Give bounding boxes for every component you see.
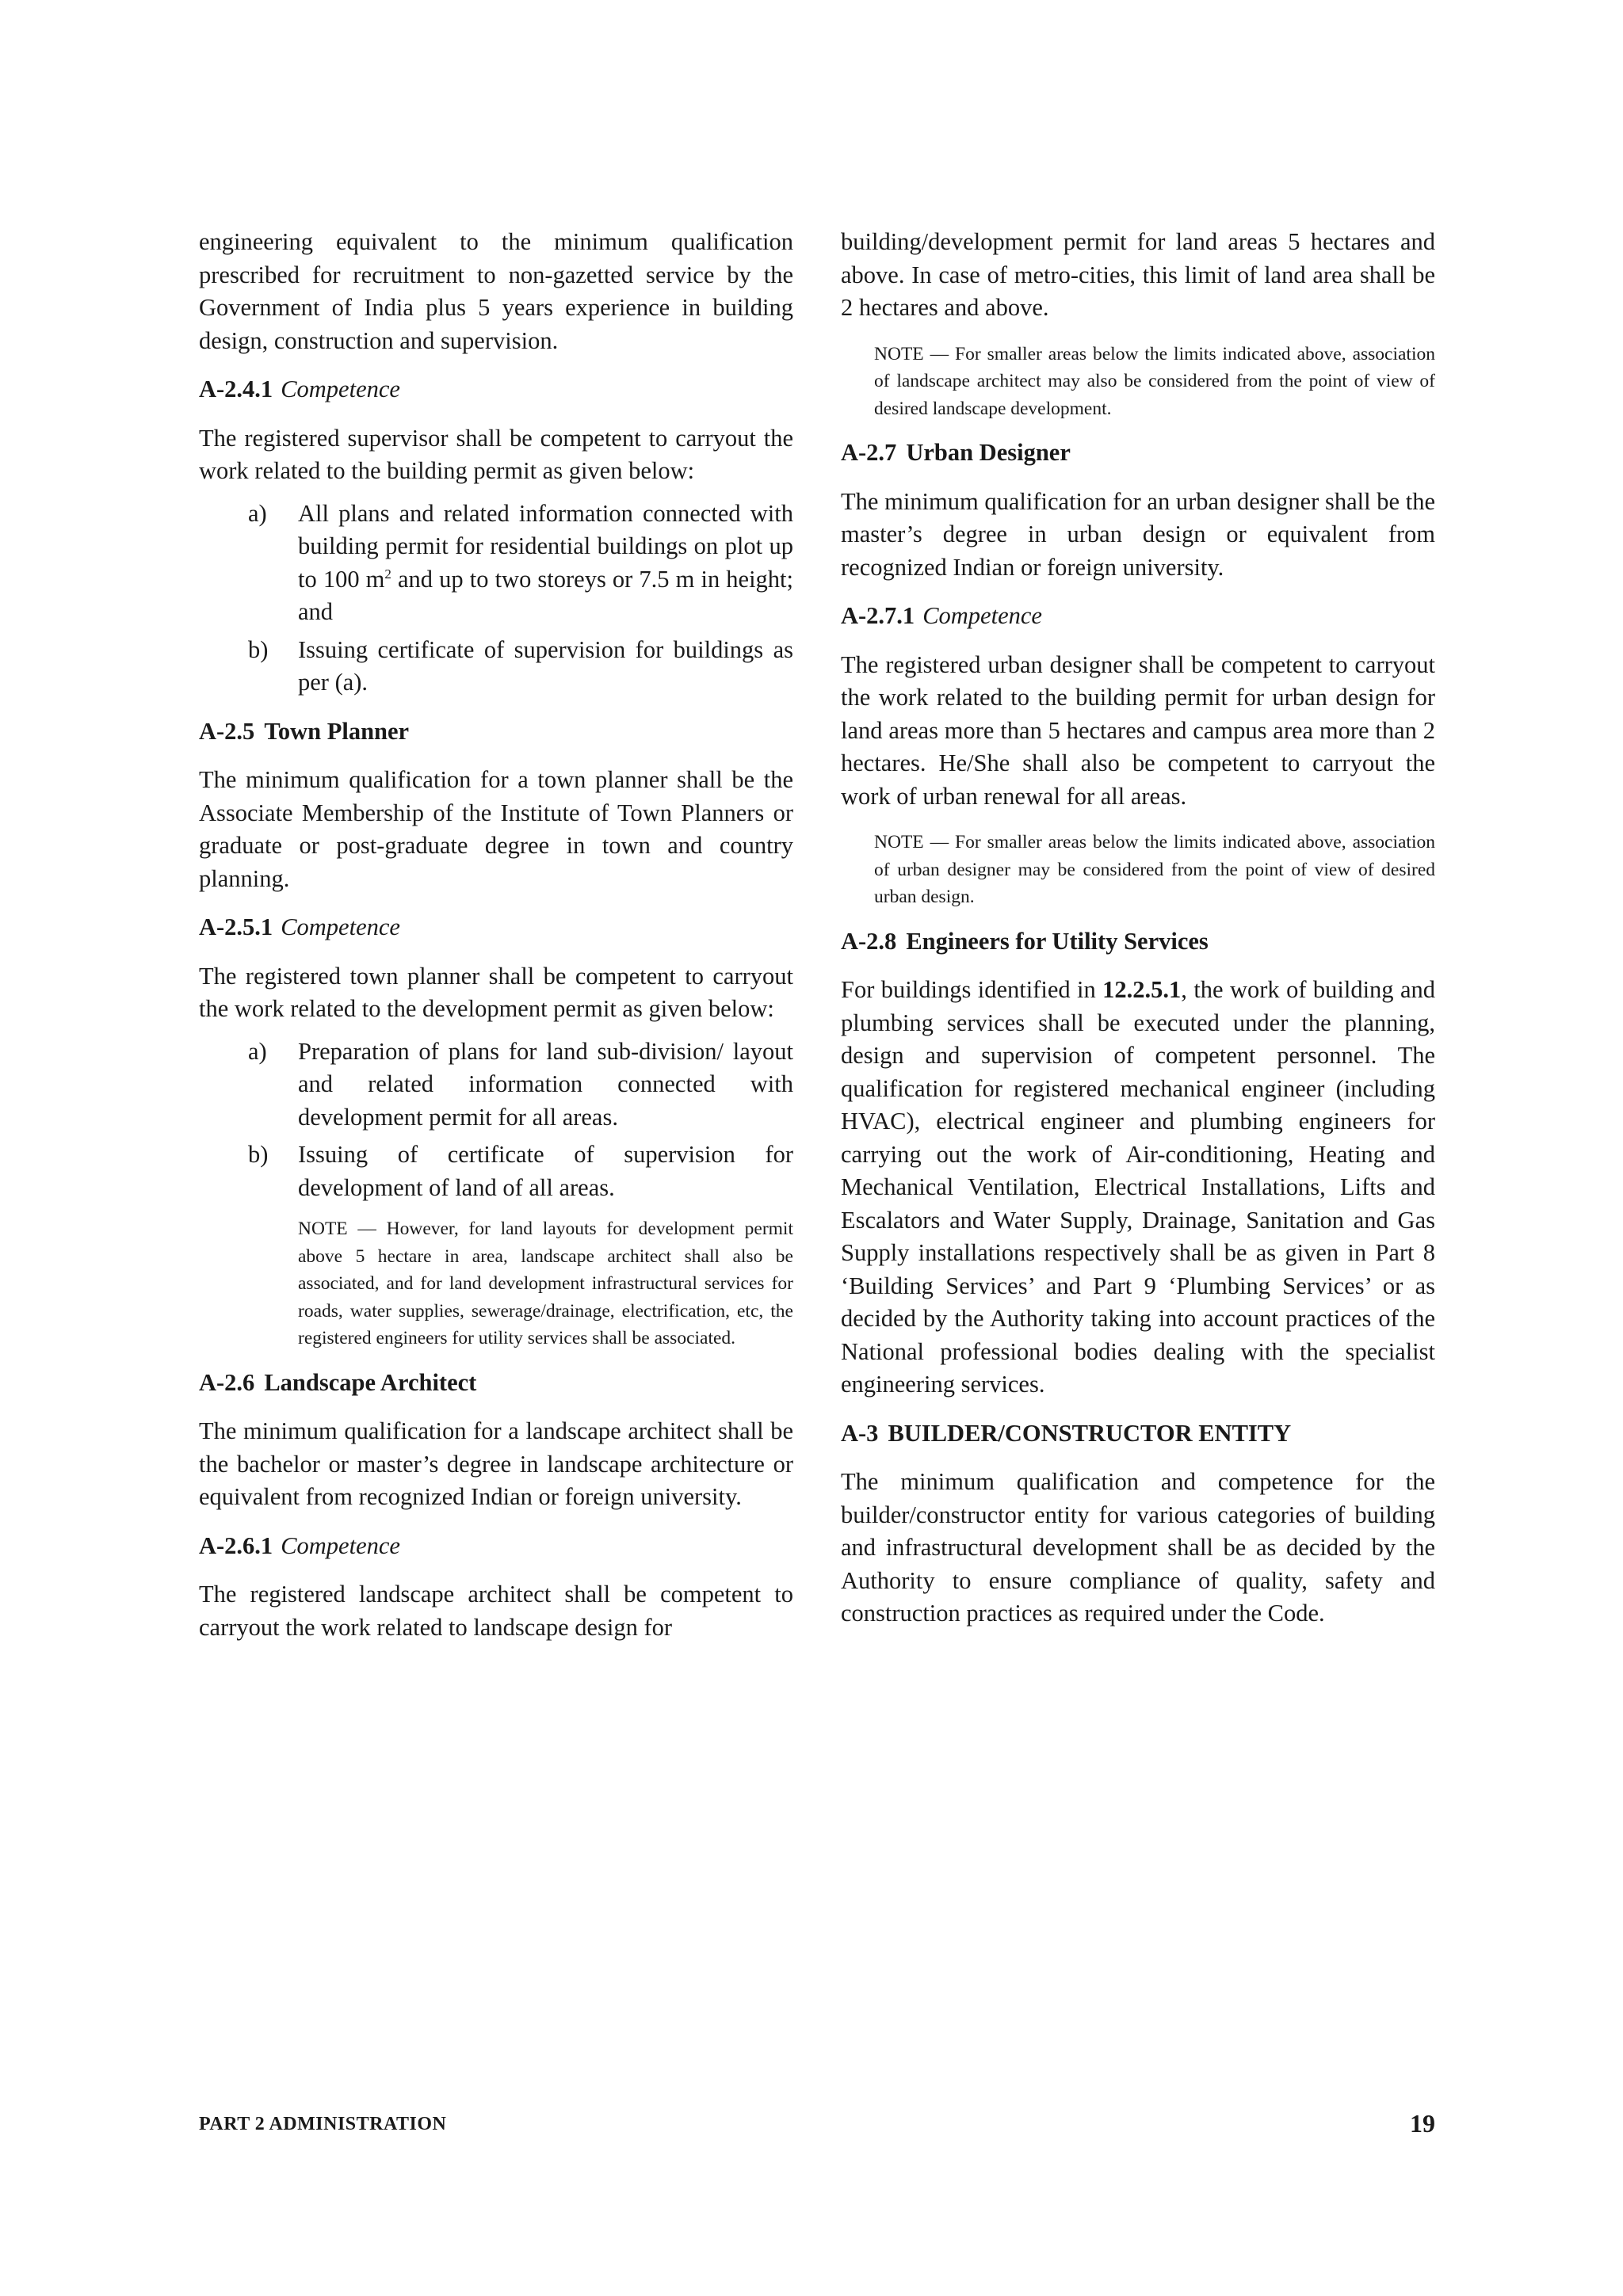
section-heading [841,437,1435,470]
list-marker: a) [248,499,267,527]
item-list [199,1035,793,1205]
section-title: Landscape Architect [264,1368,477,1396]
list-text: Issuing certificate of supervision for buildings as per (a). [298,635,793,696]
list-marker: b) [248,1141,269,1168]
clause-title: Competence [281,913,400,940]
section-heading [199,1367,793,1400]
clause-number: A-2.5.1 [199,913,273,940]
list-text: and up to two storeys or 7.5 m in height; and [298,565,794,625]
footer-part-label: PART 2 ADMINISTRATION [199,2114,447,2134]
paragraph-text: , the work of building and plumbing services shall be executed under the planning, design and supervision of competent personnel. The qualification for registered mechanical engineer (including HVAC), electrical engineer and plumbing engineers for carrying out the work of Air-conditioning, Heating and Mechanical Ventilation, Electrical Installations, Lifts and Escalators and Water Supply, Drainage, Sanitation and Gas Supply installations respectively shall be as given in Part 8 ‘Building Services’ and Part 9 ‘Plumbing Services’ or as decided by the Authority taking into account practices of the National professional bodies dealing with the specialist engineering services. [841,976,1436,1398]
paragraph-text: For buildings identified in [841,976,1103,1003]
note: NOTE — However, for land layouts for development permit above 5 hectare in area, landscape architect shall also be associated, and for land development infrastructural services for roads, water supplies, sewerage/drainage, electrification, etc, the registered engineers for utility services shall be associated. [298,1219,793,1348]
paragraph: The registered urban designer shall be competent to carryout the work related to the building permit for urban design for land areas more than 5 hectares and campus area more than 2 hectares. He/She shall also be competent to carryout the work of urban renewal for all areas. [841,650,1435,810]
clause-number: A-2.7.1 [841,602,915,629]
section-number: A-2.8 [841,927,897,955]
section-heading [841,925,1435,959]
paragraph: The minimum qualification for a town planner shall be the Associate Membership of the Institute of Town Planners or graduate or post-graduate degree in town and country planning. [199,766,793,892]
clause-heading [199,911,793,944]
paragraph: building/development permit for land areas 5 hectares and above. In case of metro-cities, this limit of land area shall be 2 hectares and above. [841,228,1435,321]
section-title: BUILDER/CONSTRUCTOR ENTITY [888,1419,1292,1447]
clause-title: Competence [281,376,400,402]
left-column [199,226,793,1660]
paragraph: The minimum qualification for an urban designer shall be the master’s degree in urban design or equivalent from recognized Indian or foreign university. [841,487,1435,581]
page-footer [199,2109,1435,2141]
list-marker: a) [248,1037,267,1065]
page-number: 19 [1410,2109,1435,2138]
section-number: A-2.7 [841,439,897,466]
paragraph: The minimum qualification and competence for the builder/constructor entity for various categories of building and infrastructural development shall be as decided by the Authority to ensure compliance of quality, safety and construction practices as required under the Code. [841,1468,1435,1627]
paragraph: The registered town planner shall be competent to carryout the work related to the development permit as given below: [199,962,793,1022]
clause-title: Competence [281,1531,400,1559]
section-title: Urban Designer [906,439,1071,466]
list-text: Preparation of plans for land sub-division/ layout and related information connected with development permit for all areas. [298,1037,793,1131]
list-item [199,498,793,629]
section-number: A-3 [841,1419,879,1447]
section-number: A-2.5 [199,717,255,745]
right-column [841,226,1435,1646]
section-title: Town Planner [264,717,410,745]
clause-number: A-2.6.1 [199,1531,273,1559]
list-item [199,1035,793,1135]
section-heading [841,1417,1435,1451]
paragraph: The registered supervisor shall be competent to carryout the work related to the building permit as given below: [199,424,793,484]
clause-heading [199,1530,793,1563]
section-number: A-2.6 [199,1368,255,1396]
list-item [199,1138,793,1204]
list-item [199,634,793,700]
note: NOTE — For smaller areas below the limits indicated above, association of urban designer may be considered from the point of view of desired urban design. [874,832,1435,907]
clause-number: A-2.4.1 [199,376,273,402]
clause-heading [841,600,1435,633]
list-marker: b) [248,635,269,663]
superscript: 2 [384,566,391,582]
clause-reference: 12.2.5.1 [1102,976,1182,1003]
section-title: Engineers for Utility Services [906,927,1209,955]
clause-heading [199,373,793,406]
list-text: Issuing of certificate of supervision for development of land of all areas. [298,1141,793,1201]
section-heading [199,715,793,749]
paragraph [841,974,1435,1402]
paragraph: The minimum qualification for a landscape architect shall be the bachelor or master’s degree in landscape architecture or equivalent from recognized Indian or foreign university. [199,1417,793,1510]
item-list [199,498,793,700]
list-text: All plans and related information connected with building permit for residential buildings on plot up to 100 m [298,499,793,593]
paragraph: engineering equivalent to the minimum qualification prescribed for recruitment to non-gazetted service by the Government of India plus 5 years experience in building design, construction and supervision. [199,228,793,354]
clause-title: Competence [922,602,1042,629]
note: NOTE — For smaller areas below the limits indicated above, association of landscape architect may also be considered from the point of view of desired landscape development. [874,343,1435,419]
paragraph: The registered landscape architect shall be competent to carryout the work related to landscape design for [199,1581,793,1641]
